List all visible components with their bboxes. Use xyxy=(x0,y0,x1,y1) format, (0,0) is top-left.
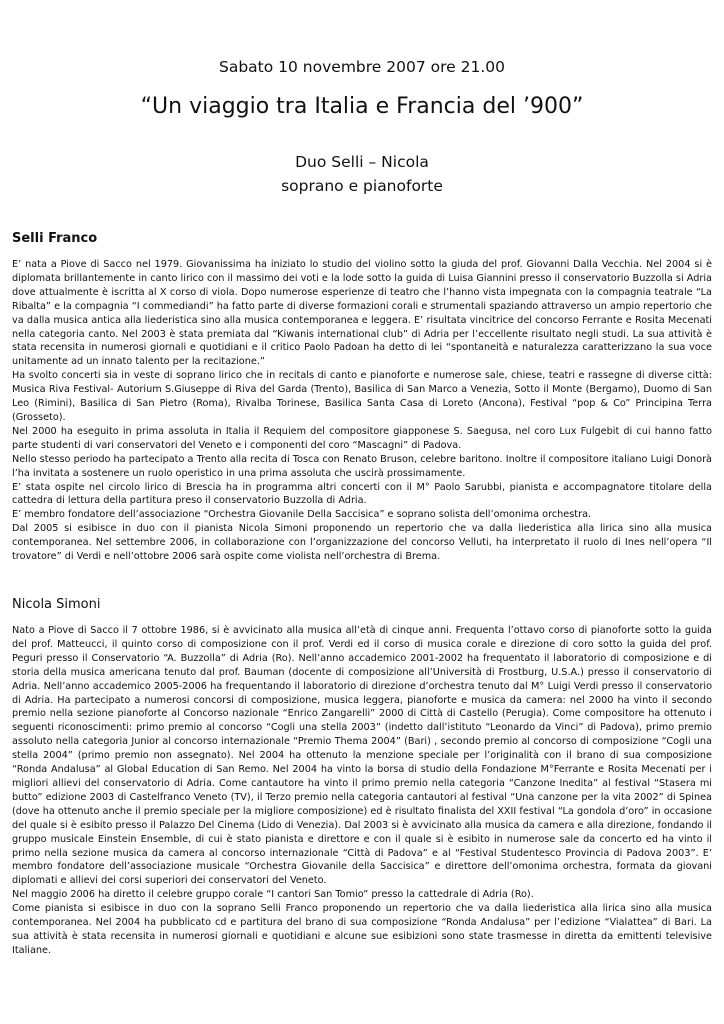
bio-paragraph: Ha svolto concerti sia in veste di soprano lirico che in recitals di canto e pianoforte e numerose sale, chiese, teatri e rassegne di diverse città: Musica Riva Festival- Autorium S.Giuseppe di Riva del Garda (Trento), Basilica di San Marco a Venezia, Sotto il Monte (Bergamo), Duomo di San Leo (Rimini), Basilica di San Pietro (Roma), Rivalba Torinese, Basilica Santa Casa di Loreto (Ancona), Festival “pop & Co” Principina Terra (Grosseto). xyxy=(12,370,712,423)
bio-nicola-simoni xyxy=(12,624,712,958)
bio-paragraph: Dal 2005 si esibisce in duo con il pianista Nicola Simoni proponendo un repertorio che va dalla liederistica alla lirica sino alla musica contemporanea. Nel settembre 2006, in collaborazione con l’organizzazione del concorso Velluti, ha interpretato il ruolo di Ines nell’opera “Il trovatore” di Verdi e nell’ottobre 2006 sarà ospite come violista nell’orchestra di Brema. xyxy=(12,523,712,563)
bio-paragraph: Nel maggio 2006 ha diretto il celebre gruppo corale “I cantori San Tomio” presso la cattedrale di Adria (Ro). xyxy=(12,889,534,901)
bio-paragraph: Come pianista si esibisce in duo con la soprano Selli Franco proponendo un repertorio che va dalla liederistica alla lirica sino alla musica contemporanea. Nel 2004 ha pubblicato cd e partitura del brano di sua composizione “Ronda Andalusa” per l’edizione “Vialattea” di Bari. La sua attività è stata recensita in numerosi giornali e quotidiani e alcune sue esibizioni sono state trasmesse in diretta da emittenti televisive Italiane. xyxy=(12,903,712,956)
bio-selli-franco xyxy=(12,258,712,564)
bio-paragraph: Nato a Piove di Sacco il 7 ottobre 1986, si è avvicinato alla musica all’età di cinque anni. Frequenta l’ottavo corso di pianoforte sotto la guida del prof. Matteucci, il quinto corso di composizione con il prof. Verdi ed il corso di musica corale e direzione di coro sotto la guida del prof. Peguri presso il Conservatorio “A. Buzzolla” di Adria (Ro). Nell’anno accademico 2001-2002 ha frequentato il laboratorio di composizione e di storia della musica americana tenuto dal prof. Bauman (docente di composizione all’Università di Frostburg, U.S.A.) presso il conservatorio di Adria. Nell’anno accademico 2005-2006 ha frequentando il laboratorio di direzione d’orchestra tenuto dal M° Luigi Verdi presso il conservatorio di Adria. Ha partecipato a numerosi concorsi di composizione, musica leggera, pianoforte e musica da camera: nel 2000 ha vinto il secondo premio nella sezione pianoforte al Concorso nazionale “Enrico Zangarelli” 2000 di Città di Castello (Perugia). Come compositore ha ottenuto i seguenti riconoscimenti: primo premio al concorso “Cogli una stella 2003” (indetto dall’istituto “Leonardo da Vinci” di Padova), primo premio assoluto nella categoria Junior al concorso internazionale “Premio Thema 2004” (Bari) , secondo premio al concorso di composizione “Cogli una stella 2004” (primo premio non assegnato). Nel 2004 ha ottenuto la menzione speciale per l’originalità con il brano di sua composizione “Ronda Andalusa” al Global Education di San Remo. Nel 2004 ha vinto la borsa di studio della Fondazione M°Ferrante e Rosita Mecenati per i migliori allievi del conservatorio di Adria. Come cantautore ha vinto il primo premio nella categoria “Canzone Inedita” al festival “Stasera mi butto” edizione 2003 di Castelfranco Veneto (TV), il Terzo premio nella categoria cantautori al festival “Una canzone per la vita 2002” di Spinea (dove ha ottenuto anche il premio speciale per la migliore composizione) ed è risultato finalista del XXII festival “La gondola d’oro” in occasione del quale si è esibito presso il Palazzo Del Cinema (Lido di Venezia). Dal 2003 si è avvicinato alla musica da camera e alla direzione, fondando il gruppo musicale Einstein Ensemble, di cui è stato pianista e direttore e con il quale si è esibito in numerose sale da concerto ed ha vinto il primo nella sezione musica da camera al concorso internazionale “Città di Padova” e al “Festival Studentesco Provincia di Padova 2003”. E’ membro fondatore dell’associazione musicale “Orchestra Giovanile della Saccisica” e direttore dell’omonima orchestra, formata da giovani diplomati e allievi dei corsi superiori dei conservatori del Veneto. xyxy=(12,625,712,887)
bio-paragraph: E’ stata ospite nel circolo lirico di Brescia ha in programma altri concerti con il M° Paolo Sarubbi, pianista e accompagnatore titolare della cattedra di lettura della partitura preso il conservatorio Buzzolla di Adria. xyxy=(12,481,712,507)
bio-paragraph: Nello stesso periodo ha partecipato a Trento alla recita di Tosca con Renato Bruson, celebre baritono. Inoltre il compositore italiano Luigi Donorà l’ha invitata a sostenere un ruolo operistico in una prima assoluta che uscirà prossimamente. xyxy=(12,453,712,479)
duo-instruments: soprano e pianoforte xyxy=(281,177,443,195)
bio-paragraph: E’ membro fondatore dell’associazione “Orchestra Giovanile Della Saccisica” e soprano solista dell’omonima orchestra. xyxy=(12,509,592,521)
heading-selli-franco: Selli Franco xyxy=(12,231,98,246)
concert-title: “Un viaggio tra Italia e Francia del ’900” xyxy=(140,94,584,119)
duo-name: Duo Selli – Nicola xyxy=(295,153,429,171)
bio-paragraph: Nel 2000 ha eseguito in prima assoluta in Italia il Requiem del compositore giapponese S. Saegusa, nel coro Lux Fulgebit di cui hanno fatto parte studenti di vari conservatori del Veneto e i componenti del coro “Mascagni” di Padova. xyxy=(12,425,712,451)
bio-paragraph: E’ nata a Piove di Sacco nel 1979. Giovanissima ha iniziato lo studio del violino sotto la giuda del prof. Giovanni Dalla Vecchia. Nel 2004 si è diplomata brillantemente in canto lirico con il massimo dei voti e la lode sotto la guida di Luisa Giannini presso il conservatorio Buzzolla si Adria dove attualmente è iscritta al X corso di viola. Dopo numerose esperienze di teatro che l’hanno vista impegnata con la compagnia teatrale “La Ribalta” e la compagnia “I commediandi” ha fatto parte di diverse formazioni corali e strumentali spaziando attraverso un ampio repertorio che va dalla musica antica alla liederistica sino alla musica contemporanea e leggera. E’ risultata vincitrice del concorso Ferrante e Rosita Mecenati nella categoria canto. Nel 2003 è stata premiata dal “Kiwanis international club” di Adria per l’eccellente risultato negli studi. La sua attività è stata recensita in numerosi giornali e quotidiani e il critico Paolo Padoan ha detto di lei “spontaneità e naturalezza caratterizzano la sua voce unitamente ad un innato talento per la recitazione.” xyxy=(12,259,712,368)
heading-nicola-simoni: Nicola Simoni xyxy=(12,597,101,612)
event-date-line: Sabato 10 novembre 2007 ore 21.00 xyxy=(219,58,505,76)
